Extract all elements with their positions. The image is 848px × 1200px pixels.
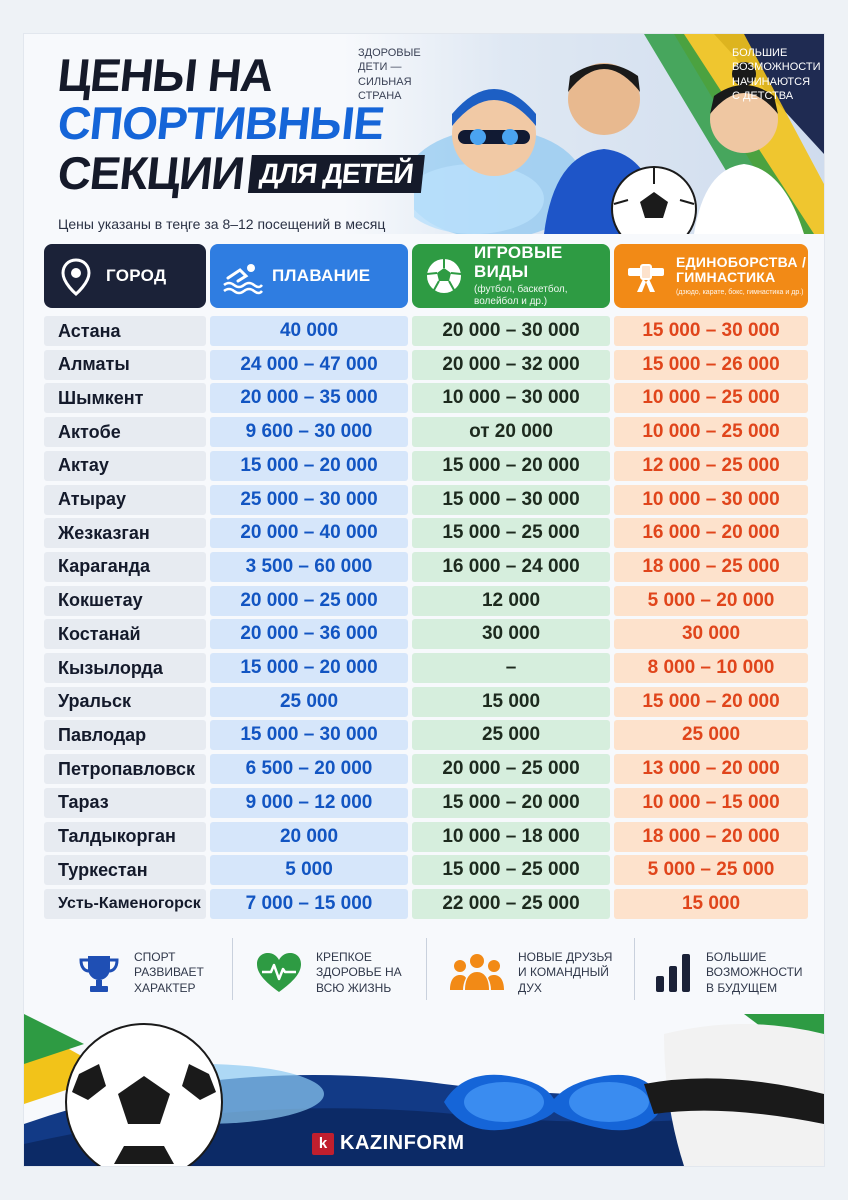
combat-price-cell: 8 000 – 10 000 xyxy=(614,653,808,683)
heart-pulse-icon xyxy=(254,950,304,996)
combat-price-cell: 12 000 – 25 000 xyxy=(614,451,808,481)
city-cell: Усть-Каменогорск xyxy=(44,889,206,919)
swim-price-cell: 7 000 – 15 000 xyxy=(210,889,408,919)
benefit-text: БОЛЬШИЕ ВОЗМОЖНОСТИ В БУДУЩЕМ xyxy=(706,949,803,995)
column-label: ИГРОВЫЕ ВИДЫ xyxy=(474,242,563,281)
column-label: ЕДИНОБОРСТВА / ГИМНАСТИКА xyxy=(676,253,807,286)
table-row xyxy=(44,653,808,683)
column-label: ПЛАВАНИЕ xyxy=(272,265,371,285)
city-cell: Талдыкорган xyxy=(44,822,206,852)
benefit-3 xyxy=(448,938,614,1008)
table-row xyxy=(44,720,808,750)
infographic-poster xyxy=(24,34,824,1166)
combat-price-cell: 10 000 – 25 000 xyxy=(614,417,808,447)
table-row xyxy=(44,586,808,616)
city-cell: Алматы xyxy=(44,350,206,380)
games-price-cell: 16 000 – 24 000 xyxy=(412,552,610,582)
hero-header xyxy=(24,34,824,234)
city-cell: Астана xyxy=(44,316,206,346)
table-row xyxy=(44,552,808,582)
swim-price-cell: 25 000 xyxy=(210,687,408,717)
belt-icon xyxy=(624,254,668,298)
benefit-text: КРЕПКОЕ ЗДОРОВЬЕ НА ВСЮ ЖИЗНЬ xyxy=(316,949,402,995)
soccer-ball-icon xyxy=(422,254,466,298)
table-row xyxy=(44,451,808,481)
benefit-2 xyxy=(254,938,408,1008)
swim-price-cell: 15 000 – 20 000 xyxy=(210,653,408,683)
table-row xyxy=(44,619,808,649)
title-tag: ДЛЯ ДЕТЕЙ xyxy=(248,155,425,193)
games-price-cell: 15 000 xyxy=(412,687,610,717)
combat-price-cell: 18 000 – 25 000 xyxy=(614,552,808,582)
games-price-cell: 15 000 – 20 000 xyxy=(412,451,610,481)
table-row xyxy=(44,417,808,447)
games-price-cell: 15 000 – 25 000 xyxy=(412,518,610,548)
swim-price-cell: 3 500 – 60 000 xyxy=(210,552,408,582)
table-row xyxy=(44,350,808,380)
city-cell: Петропавловск xyxy=(44,754,206,784)
swim-price-cell: 24 000 – 47 000 xyxy=(210,350,408,380)
combat-price-cell: 15 000 xyxy=(614,889,808,919)
benefit-text: СПОРТ РАЗВИВАЕТ ХАРАКТЕР xyxy=(134,949,204,995)
combat-price-cell: 5 000 – 25 000 xyxy=(614,855,808,885)
column-header-swim xyxy=(210,244,408,308)
swim-price-cell: 5 000 xyxy=(210,855,408,885)
games-price-cell: 20 000 – 30 000 xyxy=(412,316,610,346)
slogan-left: ЗДОРОВЫЕ ДЕТИ — СИЛЬНАЯ СТРАНА xyxy=(358,47,421,102)
city-cell: Костанай xyxy=(44,619,206,649)
city-cell: Кокшетау xyxy=(44,586,206,616)
swim-price-cell: 15 000 – 30 000 xyxy=(210,720,408,750)
games-price-cell: 25 000 xyxy=(412,720,610,750)
combat-price-cell: 15 000 – 20 000 xyxy=(614,687,808,717)
city-cell: Туркестан xyxy=(44,855,206,885)
games-price-cell: 20 000 – 32 000 xyxy=(412,350,610,380)
divider xyxy=(426,938,427,1000)
games-price-cell: 15 000 – 20 000 xyxy=(412,788,610,818)
title-line-3-main: СЕКЦИИ xyxy=(55,147,247,199)
games-price-cell: – xyxy=(412,653,610,683)
column-sublabel: (футбол, баскетбол, волейбол и др.) xyxy=(474,284,568,308)
combat-price-cell: 10 000 – 25 000 xyxy=(614,383,808,413)
column-label: ГОРОД xyxy=(106,265,167,285)
table-row xyxy=(44,889,808,919)
city-cell: Тараз xyxy=(44,788,206,818)
games-price-cell: 10 000 – 30 000 xyxy=(412,383,610,413)
kazinform-logo xyxy=(312,1132,464,1155)
table-row xyxy=(44,855,808,885)
games-price-cell: 15 000 – 25 000 xyxy=(412,855,610,885)
trophy-icon xyxy=(76,950,122,996)
combat-price-cell: 10 000 – 15 000 xyxy=(614,788,808,818)
growth-chart-icon xyxy=(652,950,694,996)
city-cell: Кызылорда xyxy=(44,653,206,683)
city-cell: Павлодар xyxy=(44,720,206,750)
benefit-4 xyxy=(652,938,804,1008)
games-price-cell: 20 000 – 25 000 xyxy=(412,754,610,784)
games-price-cell: от 20 000 xyxy=(412,417,610,447)
city-cell: Уральск xyxy=(44,687,206,717)
column-sublabel: (дзюдо, карате, бокс, гимнастика и др.) xyxy=(676,288,804,296)
benefit-text: НОВЫЕ ДРУЗЬЯ И КОМАНДНЫЙ ДУХ xyxy=(518,949,613,995)
games-price-cell: 15 000 – 30 000 xyxy=(412,485,610,515)
city-cell: Атырау xyxy=(44,485,206,515)
swim-price-cell: 20 000 – 40 000 xyxy=(210,518,408,548)
swim-price-cell: 20 000 xyxy=(210,822,408,852)
table-row xyxy=(44,788,808,818)
title-line-2: СПОРТИВНЫЕ xyxy=(55,97,387,149)
title-line-1: ЦЕНЫ НА xyxy=(55,49,276,101)
combat-price-cell: 10 000 – 30 000 xyxy=(614,485,808,515)
swim-price-cell: 9 000 – 12 000 xyxy=(210,788,408,818)
swim-price-cell: 25 000 – 30 000 xyxy=(210,485,408,515)
city-cell: Караганда xyxy=(44,552,206,582)
combat-price-cell: 15 000 – 26 000 xyxy=(614,350,808,380)
table-row xyxy=(44,485,808,515)
title-line-3 xyxy=(55,147,426,199)
swimmer-icon xyxy=(220,254,264,298)
city-cell: Актобе xyxy=(44,417,206,447)
divider xyxy=(634,938,635,1000)
games-price-cell: 22 000 – 25 000 xyxy=(412,889,610,919)
swim-price-cell: 20 000 – 36 000 xyxy=(210,619,408,649)
combat-price-cell: 18 000 – 20 000 xyxy=(614,822,808,852)
benefit-1 xyxy=(76,938,214,1008)
column-header-city xyxy=(44,244,206,308)
combat-price-cell: 30 000 xyxy=(614,619,808,649)
team-icon xyxy=(448,950,506,996)
divider xyxy=(232,938,233,1000)
table-row xyxy=(44,687,808,717)
swim-price-cell: 20 000 – 35 000 xyxy=(210,383,408,413)
combat-price-cell: 13 000 – 20 000 xyxy=(614,754,808,784)
combat-price-cell: 16 000 – 20 000 xyxy=(614,518,808,548)
swim-price-cell: 6 500 – 20 000 xyxy=(210,754,408,784)
table-row xyxy=(44,518,808,548)
column-header-games xyxy=(412,244,610,308)
games-price-cell: 10 000 – 18 000 xyxy=(412,822,610,852)
city-cell: Актау xyxy=(44,451,206,481)
swim-price-cell: 20 000 – 25 000 xyxy=(210,586,408,616)
slogan-right: БОЛЬШИЕ ВОЗМОЖНОСТИ НАЧИНАЮТСЯ С ДЕТСТВА xyxy=(732,47,821,102)
table-row xyxy=(44,383,808,413)
city-cell: Жезказган xyxy=(44,518,206,548)
swim-price-cell: 40 000 xyxy=(210,316,408,346)
logo-mark: k xyxy=(312,1133,334,1155)
table-row xyxy=(44,754,808,784)
games-price-cell: 30 000 xyxy=(412,619,610,649)
games-price-cell: 12 000 xyxy=(412,586,610,616)
city-cell: Шымкент xyxy=(44,383,206,413)
swim-price-cell: 9 600 – 30 000 xyxy=(210,417,408,447)
logo-text: KAZINFORM xyxy=(340,1132,465,1154)
combat-price-cell: 15 000 – 30 000 xyxy=(614,316,808,346)
subtitle: Цены указаны в теңге за 8–12 посещений в месяц xyxy=(58,216,386,232)
column-header-combat xyxy=(614,244,808,308)
location-pin-icon xyxy=(54,254,98,298)
combat-price-cell: 25 000 xyxy=(614,720,808,750)
swim-price-cell: 15 000 – 20 000 xyxy=(210,451,408,481)
combat-price-cell: 5 000 – 20 000 xyxy=(614,586,808,616)
table-row xyxy=(44,316,808,346)
table-row xyxy=(44,822,808,852)
